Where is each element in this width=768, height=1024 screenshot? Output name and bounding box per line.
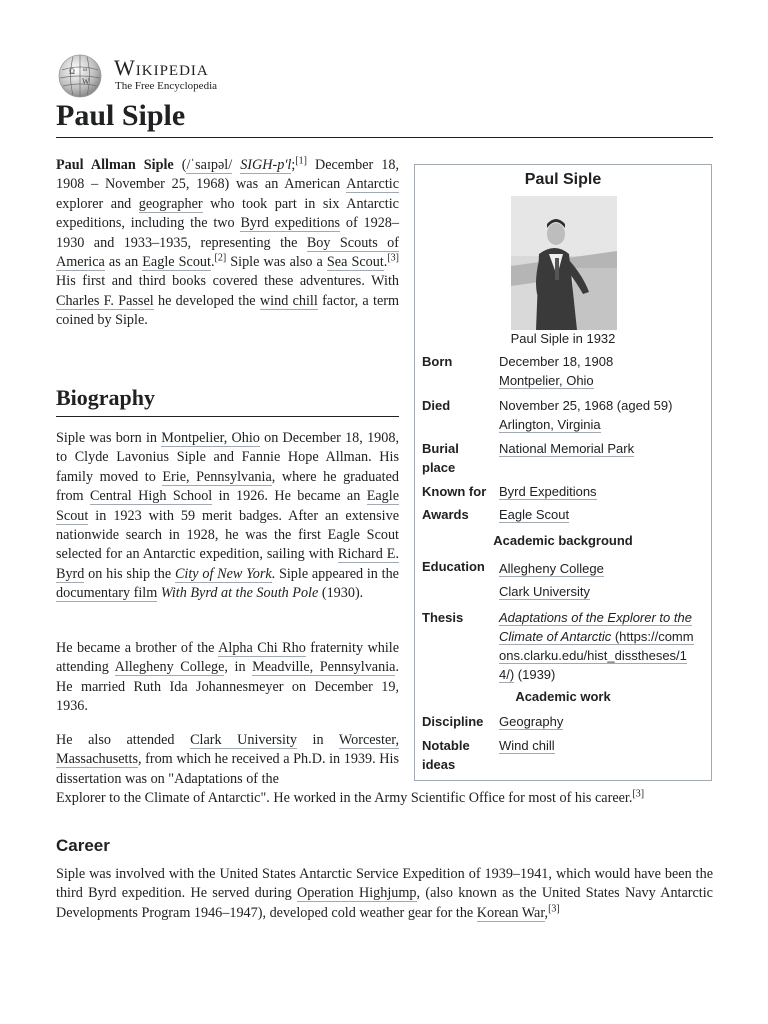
page-title: Paul Siple <box>56 99 186 132</box>
infobox-value-burial <box>499 439 707 458</box>
career-paragraph-1: Siple was involved with the United States Antarctic Service Expedition of 1939–1941, which would have been the third Byrd expedition. He served during Operation Highjump, (also known as the United States Navy Antarctic Developments Program 1946–1947), developed cold weather gear for the Korean War,[3] <box>56 866 713 921</box>
title-divider <box>56 137 713 138</box>
biography-paragraph-2: He became a brother of the Alpha Chi Rho fraternity while attending Allegheny College, in Meadville, Pennsylvania. He married Ruth Ida Johannesmeyer on December 19, 1936. <box>56 640 400 715</box>
link-wind-chill[interactable]: wind chill <box>259 292 318 309</box>
link-burial[interactable]: National Memorial Park <box>499 441 635 456</box>
subject-name: Paul Allman Siple <box>56 157 174 173</box>
link-education-1[interactable]: Allegheny College <box>499 561 604 576</box>
link-sea-scout[interactable]: Sea Scout <box>326 254 384 271</box>
link-eagle-scout-2[interactable]: Eagle Scout <box>56 488 399 524</box>
infobox-value-awards <box>499 505 707 524</box>
site-tagline: The Free Encyclopedia <box>115 80 218 92</box>
link-eagle-scout[interactable]: Eagle Scout <box>142 254 211 271</box>
respelling-link[interactable]: SIGH-p'l <box>240 157 292 173</box>
link-richard-byrd[interactable]: Richard E. Byrd <box>56 546 400 582</box>
infobox-header-academic-work: Academic work <box>515 689 611 704</box>
link-alpha-chi-rho[interactable]: Alpha Chi Rho <box>218 640 306 656</box>
link-city-of-new-york[interactable]: City of New York <box>174 565 272 582</box>
link-geographer[interactable]: geographer <box>138 195 203 212</box>
link-boy-scouts[interactable]: Boy Scouts of America <box>56 234 400 271</box>
infobox-value-died: November 25, 1968 (aged 59) Arlington, Virginia <box>499 398 673 432</box>
link-meadville[interactable]: Meadville, Pennsylvania <box>252 659 396 676</box>
section-heading-career: Career <box>56 836 110 855</box>
portrait-caption: Paul Siple in 1932 <box>510 331 616 346</box>
link-awards[interactable]: Eagle Scout <box>499 507 570 522</box>
citation-3b[interactable]: [3] <box>632 788 645 800</box>
link-antarctic[interactable]: Antarctic <box>346 176 399 193</box>
citation-3[interactable]: [3] <box>387 252 399 264</box>
infobox-value-thesis: Adaptations of the Explorer to the Climate of Antarctic (https://comm ons.clarku.edu/hist_disstheses/1 4/) (1939) <box>499 610 694 682</box>
site-logo[interactable] <box>56 53 356 99</box>
link-operation-highjump[interactable]: Operation Highjump <box>296 885 417 902</box>
infobox-label-born: Born <box>422 354 453 369</box>
svg-text:ω: ω <box>83 67 87 73</box>
section-divider <box>56 416 399 417</box>
infobox-label-died: Died <box>422 398 451 413</box>
section-heading-biography: Biography <box>56 385 156 410</box>
infobox-value-known-for <box>499 482 707 501</box>
infobox-label-awards: Awards <box>422 507 469 522</box>
infobox-header-academic-background: Academic background <box>493 533 633 548</box>
ipa-link[interactable]: /ˈsaɪpəl/ <box>186 157 233 173</box>
citation-1[interactable]: [1] <box>295 155 307 167</box>
lead-paragraph: Paul Allman Siple (/ˈsaɪpəl/ SIGH-p'l;[1] December 18, 1908 – November 25, 1968) was an American Antarctic explorer and geographer who took part in six Antarctic expeditions, including the two Byrd expeditions of 1928–1930 and 1933–1935, representing the Boy Scouts of America as an Eagle Scout.[2] Siple was also a Sea Scout.[3] His first and third books covered these adventures. With Charles F. Passel he developed the wind chill factor, a term coined by Siple. <box>56 155 400 329</box>
infobox-value-born: December 18, 1908 Montpelier, Ohio <box>499 354 614 388</box>
infobox-label-burial: Burial place <box>422 441 459 475</box>
link-thesis-url[interactable]: (https://comm <box>611 629 694 644</box>
site-wordmark: Wikipedia <box>114 55 209 80</box>
infobox-value-notable-ideas <box>499 736 707 755</box>
infobox-value-discipline <box>499 712 707 731</box>
infobox-label-notable-ideas: Notable ideas <box>422 738 470 772</box>
svg-text:W: W <box>82 77 90 86</box>
infobox-label-thesis: Thesis <box>422 610 464 625</box>
link-erie[interactable]: Erie, Pennsylvania <box>162 468 272 485</box>
link-education-2[interactable]: Clark University <box>499 584 591 599</box>
biography-paragraph-3-continued: Explorer to the Climate of Antarctic". He worked in the Army Scientific Office for most of his career.[3] <box>56 788 645 806</box>
link-korean-war[interactable]: Korean War <box>476 904 545 921</box>
infobox <box>414 164 712 781</box>
link-born-place[interactable]: Montpelier, Ohio <box>499 373 594 388</box>
link-thesis-url-2[interactable]: ons.clarku.edu/hist_disstheses/1 <box>499 648 687 663</box>
link-worcester[interactable]: Worcester, Massachusetts <box>56 732 400 768</box>
link-discipline[interactable]: Geography <box>499 714 564 729</box>
portrait-photo[interactable] <box>511 196 617 330</box>
portrait-image <box>511 196 617 330</box>
link-byrd-expeditions[interactable]: Byrd expeditions <box>240 215 341 232</box>
link-montpelier[interactable]: Montpelier, Ohio <box>161 430 260 446</box>
link-charles-passel[interactable]: Charles F. Passel <box>56 292 154 309</box>
citation-2[interactable]: [2] <box>214 252 227 264</box>
infobox-label-education: Education <box>422 559 485 574</box>
citation-3c[interactable]: [3] <box>548 903 560 915</box>
infobox-label-discipline: Discipline <box>422 714 484 729</box>
film-title: With Byrd at the South Pole <box>160 585 319 602</box>
infobox-label-known-for: Known for <box>422 484 487 499</box>
link-notable-ideas[interactable]: Wind chill <box>499 738 555 753</box>
infobox-title: Paul Siple <box>524 171 602 188</box>
link-thesis-cont[interactable]: Climate of Antarctic <box>499 629 612 644</box>
svg-text:Ω: Ω <box>69 67 75 76</box>
infobox-value-education <box>499 559 707 601</box>
link-died-place[interactable]: Arlington, Virginia <box>499 417 601 432</box>
wikipedia-globe-icon <box>56 54 104 98</box>
link-allegheny-college[interactable]: Allegheny College <box>114 659 225 676</box>
biography-paragraph-3: He also attended Clark University in Worcester, Massachusetts, from which he received a Ph.D. in 1939. His dissertation was on "Adaptations of the <box>56 732 400 787</box>
link-thesis-url-3[interactable]: 4/) <box>499 667 515 682</box>
link-known-for[interactable]: Byrd Expeditions <box>499 484 597 499</box>
link-thesis[interactable]: Adaptations of the Explorer to the <box>499 610 692 625</box>
link-clark-university[interactable]: Clark University <box>190 732 298 748</box>
link-documentary-film[interactable]: documentary film <box>56 585 158 602</box>
link-central-high[interactable]: Central High School <box>89 488 213 505</box>
biography-paragraph-1: Siple was born in Montpelier, Ohio on December 18, 1908, to Clyde Lavonius Siple and Fannie Hope Allman. His family moved to Erie, Pennsylvania, where he graduated from Central High School in 1926. He became an Eagle Scout in 1923 with 59 merit badges. After an extensive nationwide search in 1928, he was the first Eagle Scout selected for an Antarctic expedition, sailing with Richard E. Byrd on his ship the City of New York. Siple appeared in the documentary film With Byrd at the South Pole (1930). <box>56 430 400 602</box>
